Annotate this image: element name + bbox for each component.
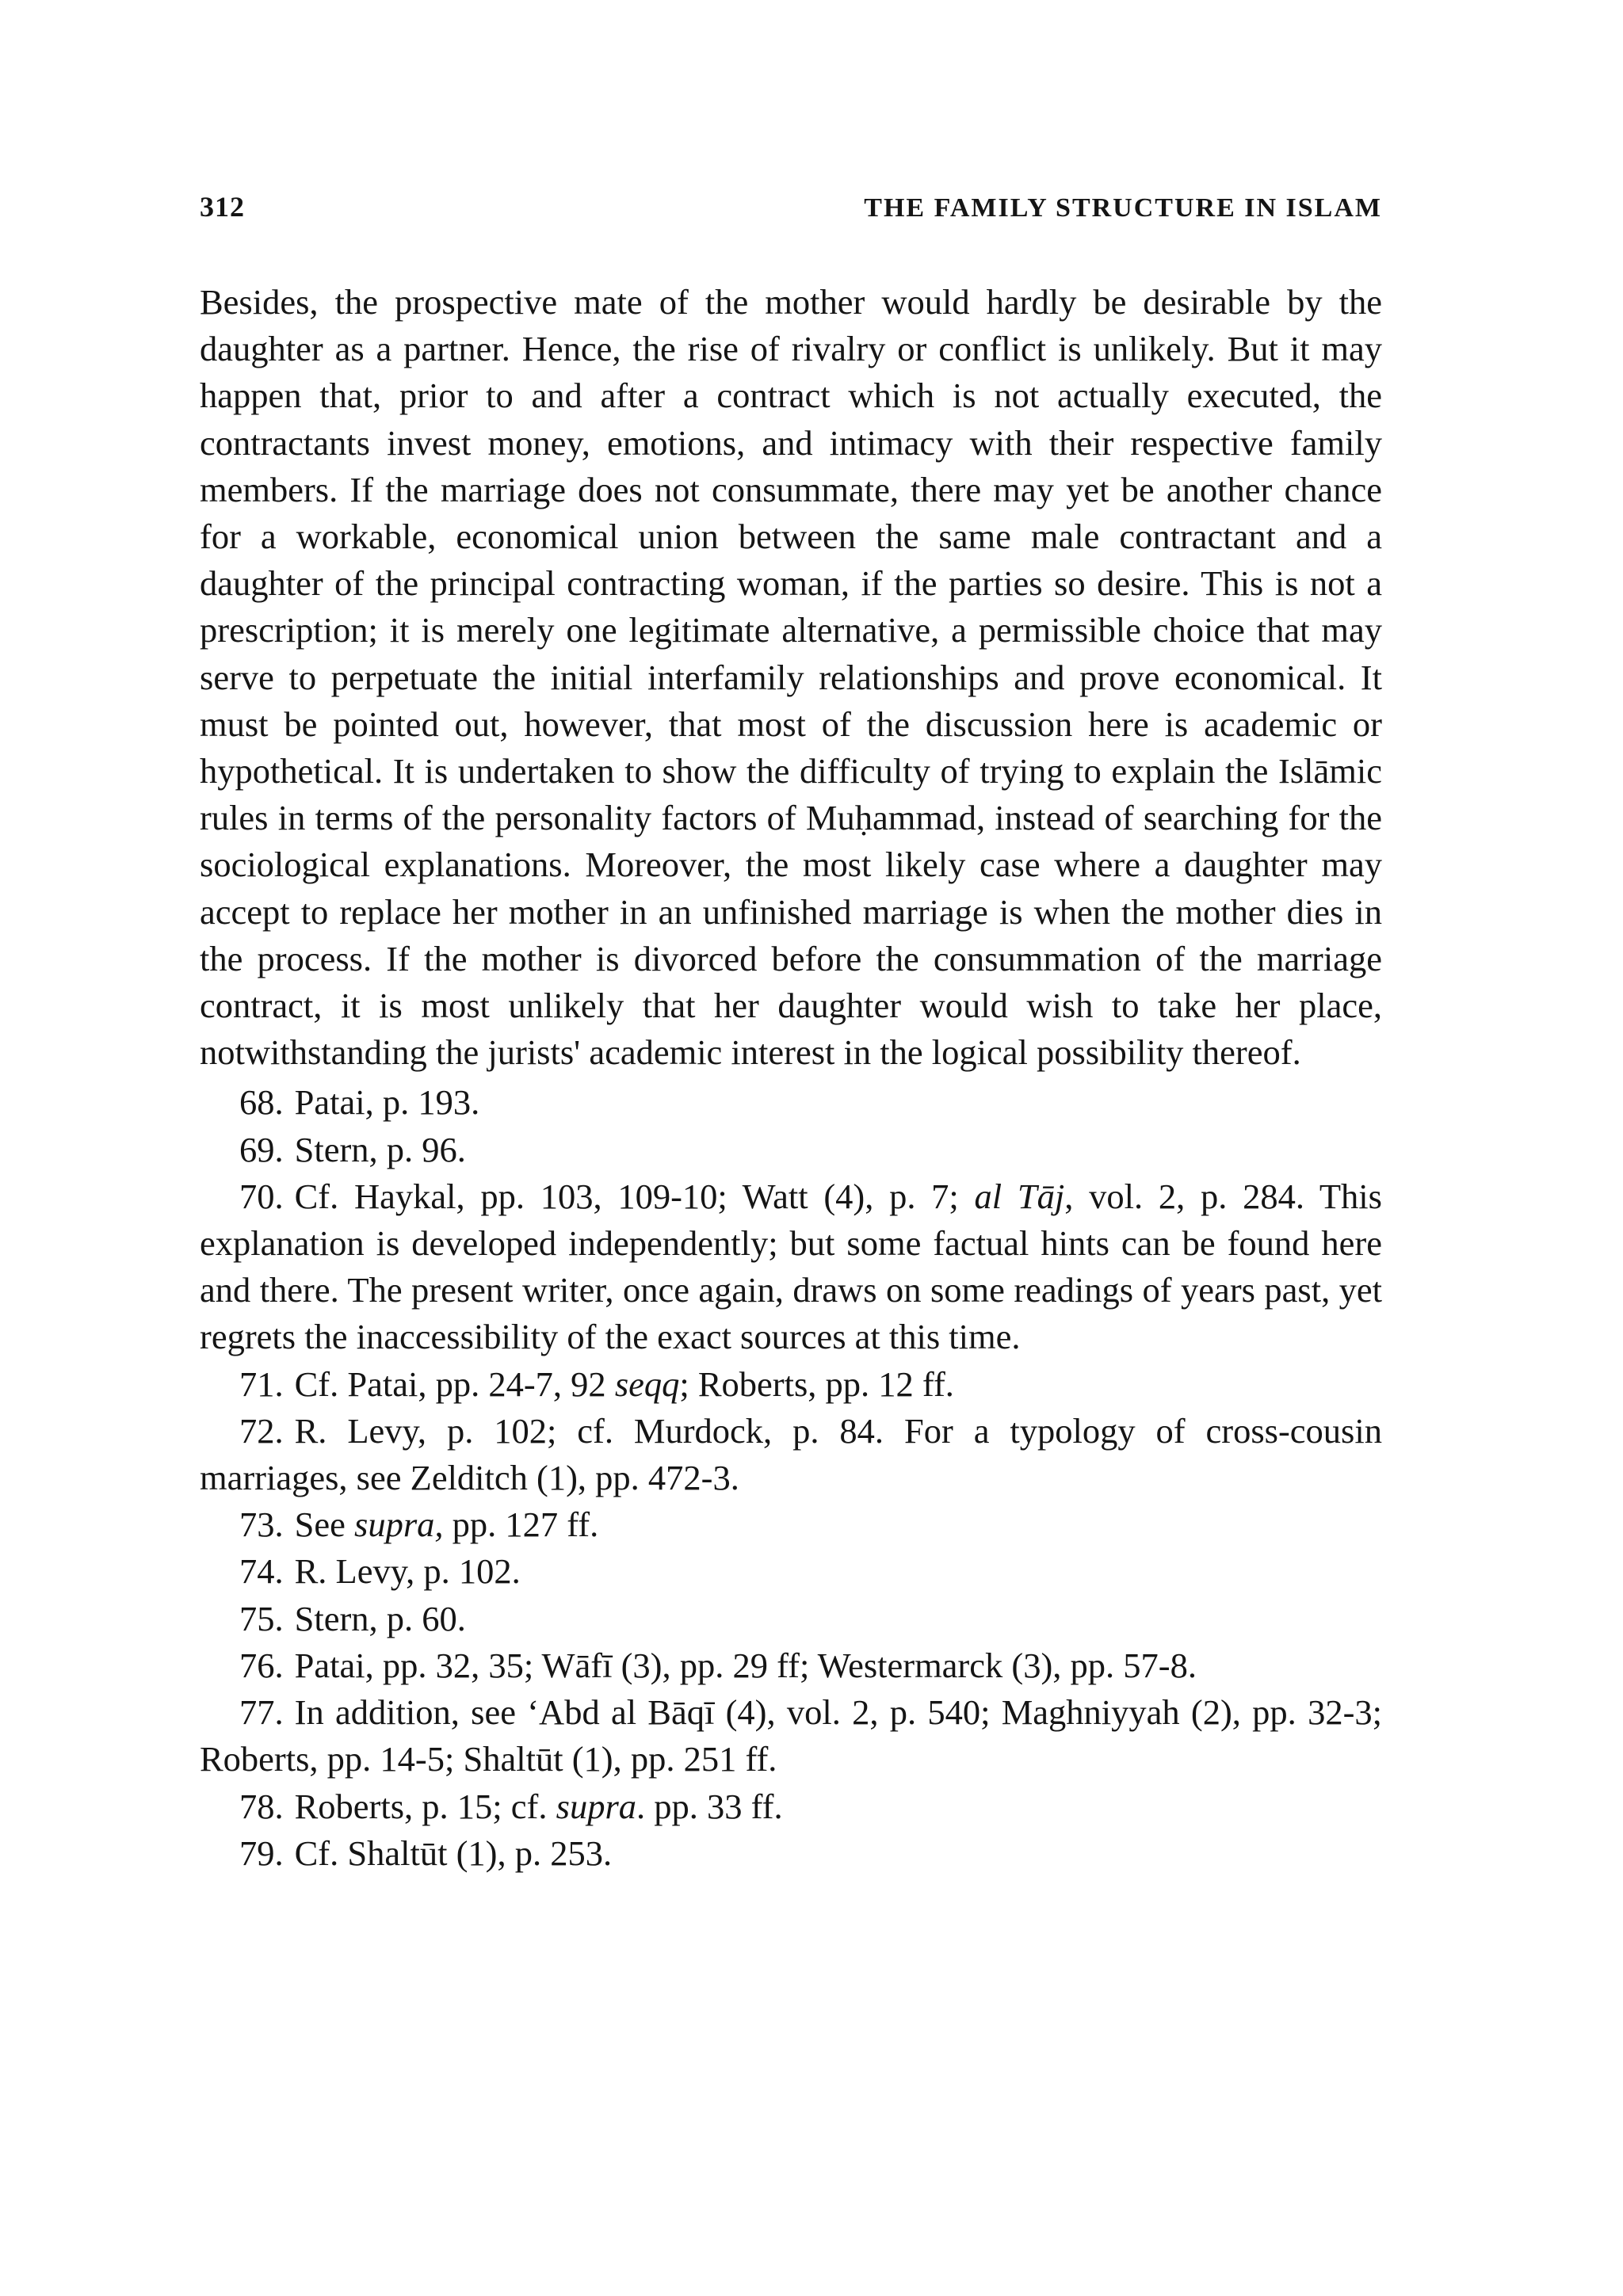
note-item bbox=[200, 1361, 1382, 1408]
note-italic-text: supra, bbox=[354, 1505, 444, 1545]
note-number: 69. bbox=[239, 1129, 284, 1169]
note-number: 79. bbox=[239, 1833, 284, 1873]
running-title: THE FAMILY STRUCTURE IN ISLAM bbox=[864, 193, 1382, 223]
note-item bbox=[200, 1501, 1382, 1548]
note-text: Patai, pp. 32, 35; Wāfī (3), pp. 29 ff; Westermarck (3), pp. 57-8. bbox=[294, 1645, 1197, 1685]
note-italic-text: seqq bbox=[614, 1363, 680, 1404]
note-number: 76. bbox=[239, 1645, 284, 1685]
body-paragraph: Besides, the prospective mate of the mother would hardly be desirable by the daughter as a partner. Hence, the rise of rivalry or conflict is unlikely. But it may happen that, prior to and after a contract which is not actually executed, the contractants invest money, emotions, and intimacy with their respective family members. If the marriage does not consummate, there may yet be another chance for a workable, economical union between the same male contractant and a daughter of the principal contracting woman, if the parties so desire. This is not a prescription; it is merely one legitimate alternative, a permissible choice that may serve to perpetuate the initial interfamily relationships and prove economical. It must be pointed out, however, that most of the discussion here is academic or hypothetical. It is undertaken to show the difficulty of trying to explain the Islāmic rules in terms of the personality factors of Muḥammad, instead of searching for the sociological explanations. Moreover, the most likely case where a daughter may accept to replace her mother in an unfinished marriage is when the mother dies in the process. If the mother is divorced before the consummation of the marriage contract, it is most unlikely that her daughter would wish to take her place, notwithstanding the jurists' academic interest in the logical possibility thereof. bbox=[200, 282, 1382, 1073]
note-text: Roberts, p. 15; cf. bbox=[294, 1786, 556, 1826]
note-italic-text: al Tāj bbox=[974, 1176, 1065, 1216]
note-text: R. Levy, p. 102; cf. Murdock, p. 84. For a typology of cross-cousin marriages, see Zelditch (1), pp. 472-3. bbox=[200, 1410, 1382, 1498]
note-text: R. Levy, p. 102. bbox=[294, 1551, 521, 1592]
note-item bbox=[200, 1783, 1382, 1830]
note-italic-text: supra bbox=[556, 1786, 637, 1826]
note-text: In addition, see ‘Abd al Bāqī (4), vol. 2, p. 540; Maghniyyah (2), pp. 32-3; Roberts, pp. 14-5; Shaltūt (1), pp. 251 ff. bbox=[200, 1692, 1382, 1779]
note-number: 73. bbox=[239, 1505, 284, 1545]
note-text: Cf. Shaltūt (1), p. 253. bbox=[294, 1833, 613, 1873]
running-head bbox=[200, 190, 1382, 238]
note-item bbox=[200, 1127, 1382, 1173]
note-item bbox=[200, 1596, 1382, 1642]
note-number: 68. bbox=[239, 1082, 284, 1123]
note-text: . pp. 33 ff. bbox=[636, 1786, 783, 1826]
note-item bbox=[200, 1408, 1382, 1501]
note-number: 74. bbox=[239, 1551, 284, 1592]
note-number: 77. bbox=[239, 1692, 284, 1733]
note-text: ; Roberts, pp. 12 ff. bbox=[679, 1363, 954, 1404]
note-text: See bbox=[294, 1505, 355, 1545]
note-text: pp. 127 ff. bbox=[443, 1505, 599, 1545]
note-item bbox=[200, 1689, 1382, 1783]
note-number: 75. bbox=[239, 1598, 284, 1638]
note-item bbox=[200, 1173, 1382, 1361]
page-number: 312 bbox=[200, 191, 245, 223]
note-text: Cf. Haykal, pp. 103, 109-10; Watt (4), p. 7; bbox=[294, 1176, 975, 1216]
note-number: 78. bbox=[239, 1786, 284, 1826]
note-number: 72. bbox=[239, 1410, 284, 1451]
note-text: Stern, p. 60. bbox=[294, 1598, 466, 1638]
note-item bbox=[200, 1830, 1382, 1877]
notes-list bbox=[200, 1079, 1382, 1876]
note-item bbox=[200, 1642, 1382, 1689]
note-text: Stern, p. 96. bbox=[294, 1129, 466, 1169]
note-number: 71. bbox=[239, 1363, 284, 1404]
note-text: Cf. Patai, pp. 24-7, 92 bbox=[294, 1363, 615, 1404]
note-text: , vol. 2, p. 284. This explanation is developed independently; but some factual hints can be found here and there. The present writer, once again, draws on some readings of years past, yet regrets the inaccessibility of the exact sources at this time. bbox=[200, 1176, 1382, 1357]
note-text: Patai, p. 193. bbox=[294, 1082, 480, 1123]
book-page bbox=[200, 190, 1382, 1877]
note-number: 70. bbox=[239, 1176, 284, 1216]
note-item bbox=[200, 1079, 1382, 1126]
note-item bbox=[200, 1548, 1382, 1595]
